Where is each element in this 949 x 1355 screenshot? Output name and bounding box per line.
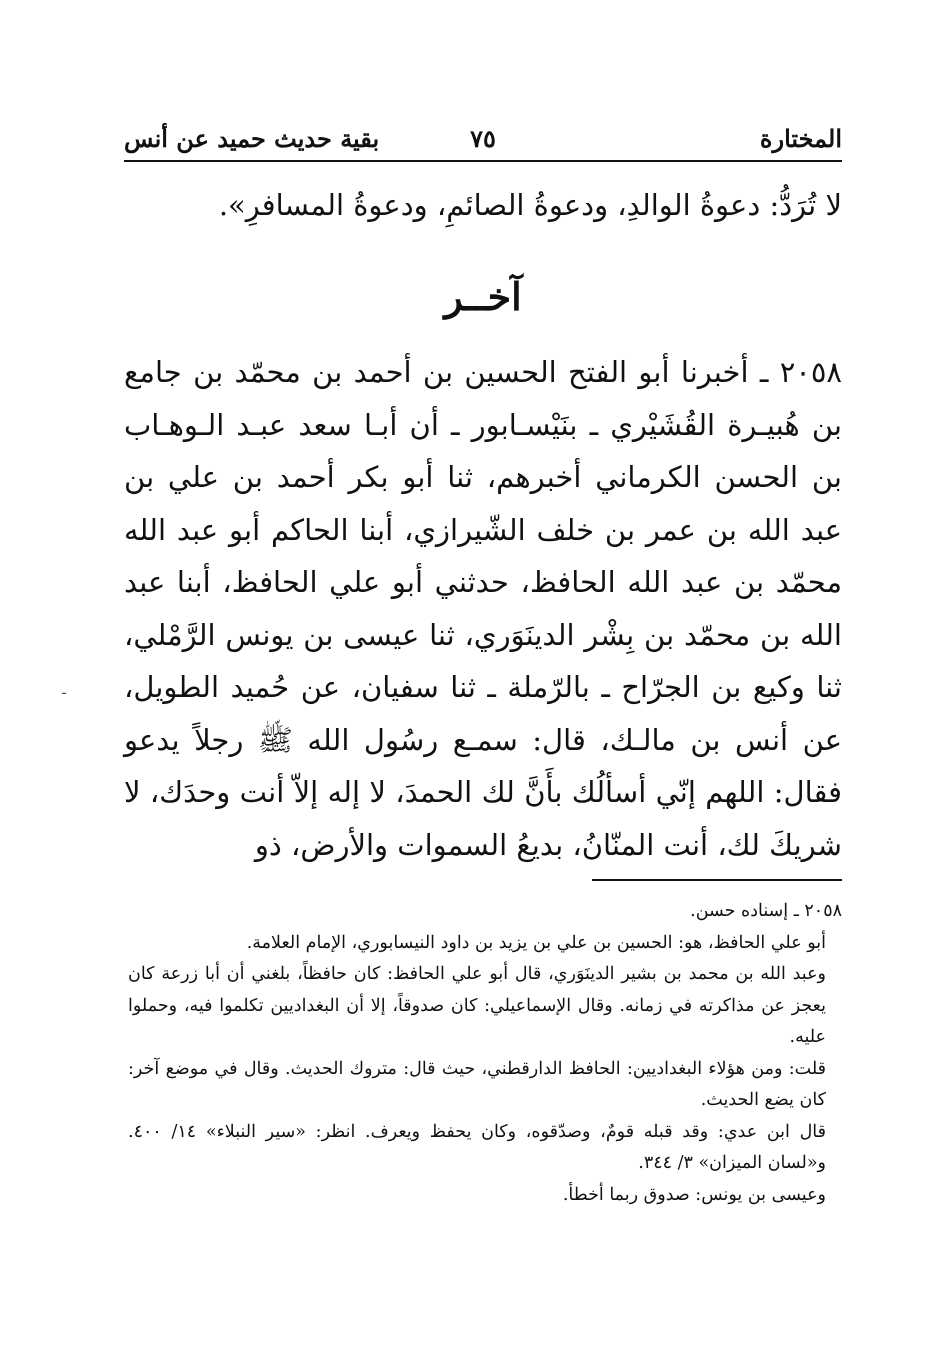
footnote-line: قال ابن عدي: وقد قبله قومٌ، وصدّقوه، وكان يحفظ ويعرف. انظر: «سير النبلاء» ١٤/ ٤٠٠. و«لسان الميزان» ٣/ ٣٤٤. [128, 1121, 826, 1173]
subheading: آخــر [444, 274, 522, 319]
footnote-line: قلت: ومن هؤلاء البغداديين: الحافظ الدارقطني، حيث قال: متروك الحديث. وقال في موضع آخر: كان يضع الحديث. [128, 1058, 826, 1110]
footnote-rule [592, 879, 842, 881]
margin-mark: ـ [62, 682, 67, 698]
running-header [124, 118, 842, 158]
hadith-text: ـ أخبرنا أبو الفتح الحسين بن أحمد بن محمّد بن جامع بن هُبيـرة القُشَيْري ـ بنَيْسـابور ـ أن أبـا سعد عبـد الـوهـاب بن الحسن الكرماني أخبرهم، ثنا أبو بكر أحمد بن علي بن عبد الله بن عمر بن خلف الشّيرازي، أبنا الحاكم أبو عبد الله محمّد بن عبد الله الحافظ، حدثني أبو علي الحافظ، أبنا عبد الله بن محمّد بن بِشْر الدينَوَري، ثنا عيسى بن يونس الرَّمْلي، ثنا وكيع بن الجرّاح ـ بالرّملة ـ ثنا سفيان، عن حُميد الطويل، عن أنس بن مالـك، قال: سمـع رسُول الله ﷺ رجلاً يدعو فقال: اللهم إنّي أسألُك بأَنَّ لك الحمدَ، لا إله إلاّ أنت وحدَك، لا شريكَ لك، أنت المنّانُ، بديعُ السموات والأرض، ذو [124, 355, 842, 862]
footnote-line: وعبد الله بن محمد بن بشير الدينَوَري، قال أبو علي الحافظ: كان حافظاً، بلغني أن أبا زرعة كان يعجز عن مذاكرته في زمانه. وقال الإسماعيلي: كان صدوقاً، إلا أن البغداديين تكلموا فيه، وحملوا عليه. [128, 964, 826, 1047]
footnote-line: وعيسى بن يونس: صدوق ربما أخطأ. [562, 1184, 826, 1205]
opening-text [124, 180, 842, 232]
opening-line: لا تُرَدُّ: دعوةُ الوالدِ، ودعوةُ الصائمِ، ودعوةُ المسافرِ». [218, 188, 842, 222]
footnotes [128, 896, 842, 1211]
page-number: ٧٥ [470, 124, 496, 153]
book-title: المختارة [759, 124, 842, 153]
footnote-line: ٢٠٥٨ ـ إسناده حسن. [690, 901, 842, 921]
hadith-number: ٢٠٥٨ [779, 355, 842, 389]
hadith-paragraph [124, 346, 842, 871]
header-rule [124, 160, 842, 162]
footnote-line: أبو علي الحافظ، هو: الحسين بن علي بن يزيد بن داود النيسابوري، الإمام العلامة. [246, 932, 826, 953]
section-title: بقية حديث حميد عن أنس [124, 124, 380, 153]
